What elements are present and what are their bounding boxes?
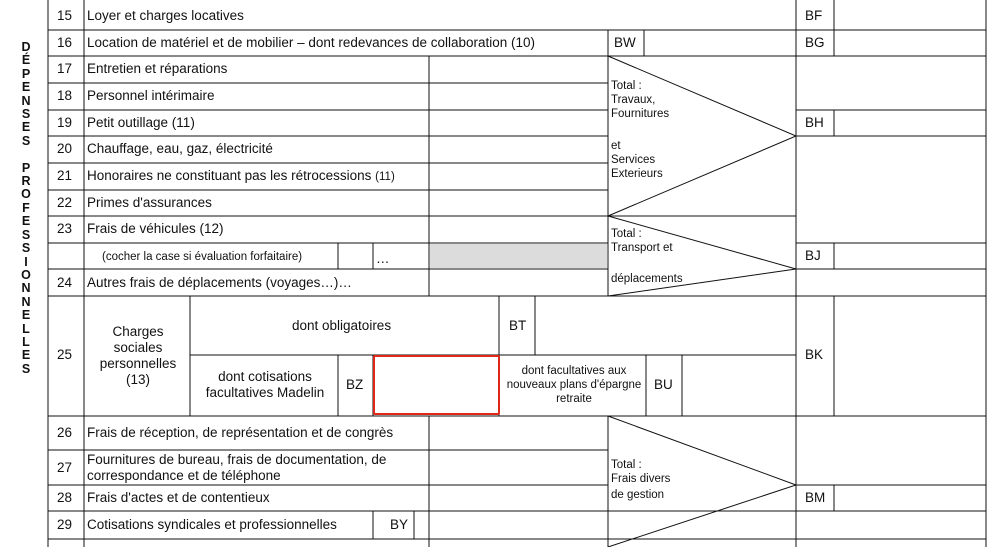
side-letter: D (21, 40, 31, 54)
side-letter: O (21, 187, 31, 202)
side-letter: N (21, 93, 31, 108)
label-dont-obligatoires: dont obligatoires (292, 318, 392, 333)
code-bw: BW (614, 35, 636, 50)
code-bm: BM (805, 490, 826, 505)
code-bj: BJ (805, 248, 821, 263)
row-label-chauffage: Chauffage, eau, gaz, électricité (87, 141, 273, 156)
code-bf: BF (805, 8, 823, 23)
side-letter: E (21, 308, 31, 323)
field-bm[interactable] (835, 486, 985, 510)
code-bh: BH (805, 115, 824, 130)
side-letter: E (21, 80, 31, 95)
field-petit-outillage[interactable] (430, 111, 607, 135)
honoraires-note: (11) (375, 171, 395, 183)
code-bk: BK (805, 347, 824, 362)
row-number: 22 (57, 195, 73, 210)
field-bk[interactable] (835, 297, 985, 415)
row-label-loyer: Loyer et charges locatives (87, 8, 244, 23)
row-number: 17 (57, 61, 73, 76)
side-letter: L (22, 321, 30, 336)
row-label-location-materiel: Location de matériel et de mobilier – dont redevances de collaboration (10) (87, 35, 536, 50)
code-bu: BU (654, 377, 673, 392)
field-autres-deplacements[interactable] (430, 270, 607, 295)
code-by: BY (390, 517, 409, 532)
side-letter: N (21, 294, 31, 309)
checkbox-label-forfaitaire: (cocher la case si évaluation forfaitaire) (102, 251, 303, 263)
row-number: 20 (57, 141, 73, 156)
row-number: 15 (57, 8, 73, 23)
row-label-frais-actes: Frais d'actes et de contentieux (87, 490, 270, 505)
side-label-depenses-professionnelles (14, 41, 38, 376)
honoraires-text: Honoraires ne constituant pas les rétrocessions (87, 168, 372, 183)
row-label-entretien: Entretien et réparations (87, 61, 228, 76)
row-number: 19 (57, 115, 73, 130)
row-label-frais-vehicules: Frais de véhicules (12) (87, 221, 224, 236)
row-label-primes-assurances: Primes d'assurances (87, 195, 212, 210)
field-frais-actes[interactable] (430, 486, 607, 510)
field-fournitures-bureau[interactable] (430, 451, 607, 484)
side-letter: E (21, 120, 31, 135)
code-bt: BT (509, 318, 527, 333)
row-number: 28 (57, 490, 73, 505)
side-letter: R (21, 174, 31, 189)
side-letter: F (22, 200, 30, 215)
row-number: 18 (57, 88, 73, 103)
row-number: 23 (57, 221, 73, 236)
row-number: 26 (57, 425, 73, 440)
side-letter: P (21, 66, 31, 81)
field-bw[interactable] (645, 31, 795, 55)
side-letter: S (21, 107, 31, 122)
row-number: 16 (57, 35, 73, 50)
field-frais-vehicules[interactable] (430, 217, 607, 242)
side-letter: P (21, 160, 31, 175)
field-bt[interactable] (536, 297, 795, 354)
field-frais-reception[interactable] (430, 417, 607, 449)
side-letter: L (22, 334, 30, 349)
code-bg: BG (805, 35, 825, 50)
side-letter: S (21, 241, 31, 256)
field-by[interactable] (415, 512, 607, 538)
row-label-frais-reception: Frais de réception, de représentation et de congrès (87, 425, 394, 440)
field-bg[interactable] (835, 31, 985, 55)
total-divers-line3: de gestion (611, 489, 665, 501)
total-divers-line1: Total : (611, 459, 642, 471)
code-bz: BZ (346, 377, 364, 392)
field-bf[interactable] (835, 1, 985, 29)
row-label-petit-outillage: Petit outillage (11) (87, 115, 195, 130)
row-label-charges-sociales: Charges sociales personnelles (13) (99, 324, 177, 387)
row-number: 25 (57, 347, 73, 362)
total-travaux-line6: Exterieurs (611, 168, 663, 180)
total-transport-line2: Transport et (611, 242, 673, 254)
side-letter: N (21, 281, 31, 296)
label-facultatives-epargne: dont facultatives aux nouveaux plans d'épargne retraite (506, 365, 642, 405)
row-number: 27 (57, 460, 73, 475)
side-letter: E (21, 214, 31, 229)
side-letter: É (21, 53, 31, 68)
row-label-fournitures-bureau: Fournitures de bureau, frais de documentation, de correspondance et de téléphone (87, 452, 387, 483)
field-personnel-interimaire[interactable] (430, 84, 607, 109)
side-letter: E (21, 348, 31, 363)
field-bz-highlighted[interactable] (373, 355, 500, 415)
field-bu[interactable] (683, 356, 795, 415)
label-cotisations-madelin: dont cotisations facultatives Madelin (205, 369, 325, 400)
row-number: 24 (57, 275, 73, 290)
total-transport-line3: déplacements (611, 273, 683, 285)
row-label-cotisations-syndicales: Cotisations syndicales et professionnelles (87, 517, 337, 532)
field-chauffage[interactable] (430, 137, 607, 162)
field-honoraires[interactable] (430, 164, 607, 189)
total-travaux-line2: Travaux, (611, 94, 656, 106)
field-bj[interactable] (835, 244, 985, 268)
total-transport-line1: Total : (611, 228, 642, 240)
field-primes-assurances[interactable] (430, 191, 607, 215)
side-letter: S (21, 133, 31, 148)
row-label-honoraires (87, 168, 395, 185)
row-label-personnel-interimaire: Personnel intérimaire (87, 88, 215, 103)
field-entretien[interactable] (430, 57, 607, 82)
row-number: 21 (57, 168, 73, 183)
total-travaux-line1: Total : (611, 80, 642, 92)
total-divers-line2: Frais divers (611, 473, 671, 485)
forfaitaire-checkbox[interactable] (339, 244, 372, 268)
side-letter: S (21, 361, 31, 376)
forfaitaire-dots: … (376, 251, 390, 266)
side-letter: O (21, 267, 31, 282)
shaded-cell (430, 244, 607, 268)
side-letter (14, 148, 38, 161)
total-travaux-line3: Fournitures (611, 108, 670, 120)
row-number: 29 (57, 517, 73, 532)
total-travaux-line5: Services (611, 154, 656, 166)
side-letter: S (21, 227, 31, 242)
field-bh[interactable] (835, 111, 985, 135)
side-letter: I (24, 254, 28, 269)
row-label-autres-deplacements: Autres frais de déplacements (voyages…)… (87, 275, 352, 290)
total-travaux-line4: et (611, 140, 621, 152)
